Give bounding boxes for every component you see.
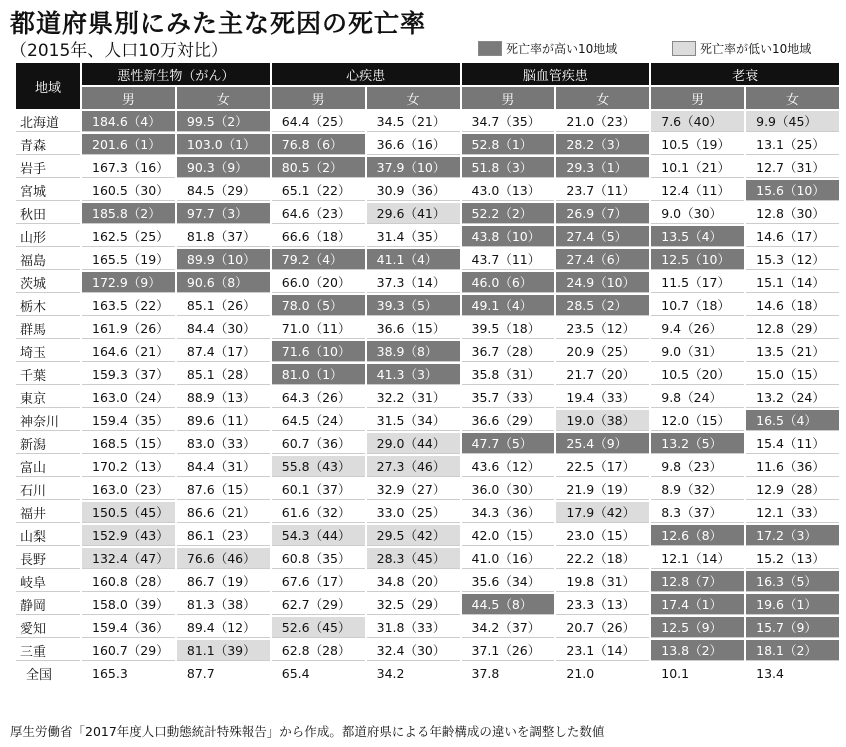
rate-cell: 27.3（46） <box>367 456 460 477</box>
table-row <box>16 571 839 592</box>
rate-cell: 52.6（45） <box>272 617 365 638</box>
rate-cell: 90.3（9） <box>177 157 270 178</box>
region-name: 愛知 <box>16 617 80 638</box>
rate-cell: 159.4（35） <box>82 410 175 431</box>
rate-cell: 36.6（16） <box>367 134 460 155</box>
rate-cell: 10.7（18） <box>651 295 744 316</box>
rate-cell: 165.5（19） <box>82 249 175 270</box>
rate-cell: 163.0（23） <box>82 479 175 500</box>
table-row <box>16 341 839 362</box>
rate-cell: 12.6（8） <box>651 525 744 546</box>
rate-cell: 18.1（2） <box>746 640 839 661</box>
rate-cell: 23.7（11） <box>556 180 649 201</box>
total-cell: 21.0 <box>566 665 595 681</box>
rate-cell: 9.4（26） <box>651 318 744 339</box>
rate-cell: 12.8（29） <box>746 318 839 339</box>
rate-cell: 22.2（18） <box>556 548 649 569</box>
rate-cell: 19.0（38） <box>556 410 649 431</box>
rate-cell: 19.6（1） <box>746 594 839 615</box>
rate-cell: 13.2（24） <box>746 387 839 408</box>
rate-cell: 32.5（29） <box>367 594 460 615</box>
table-row <box>16 410 839 431</box>
rate-cell: 84.4（31） <box>177 456 270 477</box>
rate-cell: 13.2（5） <box>651 433 744 454</box>
rate-cell: 12.8（30） <box>746 203 839 224</box>
region-name: 群馬 <box>16 318 80 339</box>
rate-cell: 19.4（33） <box>556 387 649 408</box>
rate-cell: 23.0（15） <box>556 525 649 546</box>
rate-cell: 86.7（19） <box>177 571 270 592</box>
rate-cell: 60.1（37） <box>272 479 365 500</box>
rate-cell: 9.0（30） <box>651 203 744 224</box>
rate-cell: 44.5（8） <box>462 594 555 615</box>
table-row <box>16 387 839 408</box>
total-row <box>16 663 839 683</box>
region-name: 福島 <box>16 249 80 270</box>
legend-low-label: 死亡率が低い10地域 <box>700 42 812 56</box>
rate-cell: 66.6（18） <box>272 226 365 247</box>
sex-header-female: 女 <box>556 87 649 109</box>
rate-cell: 167.3（16） <box>82 157 175 178</box>
rate-cell: 168.5（15） <box>82 433 175 454</box>
rate-cell: 66.0（20） <box>272 272 365 293</box>
rate-cell: 60.8（35） <box>272 548 365 569</box>
rate-cell: 51.8（3） <box>462 157 555 178</box>
rate-cell: 11.5（17） <box>651 272 744 293</box>
rate-cell: 76.6（46） <box>177 548 270 569</box>
table-row <box>16 157 839 178</box>
rate-cell: 79.2（4） <box>272 249 365 270</box>
rate-cell: 62.7（29） <box>272 594 365 615</box>
rate-cell: 36.7（28） <box>462 341 555 362</box>
region-name: 青森 <box>16 134 80 155</box>
rate-cell: 37.3（14） <box>367 272 460 293</box>
rate-cell: 81.1（39） <box>177 640 270 661</box>
rate-cell: 19.8（31） <box>556 571 649 592</box>
rate-cell: 32.2（31） <box>367 387 460 408</box>
rate-cell: 87.6（15） <box>177 479 270 500</box>
total-cell: 34.2 <box>376 665 405 681</box>
rate-cell: 22.5（17） <box>556 456 649 477</box>
table-row <box>16 318 839 339</box>
rate-cell: 12.0（15） <box>651 410 744 431</box>
rate-cell: 158.0（39） <box>82 594 175 615</box>
rate-cell: 29.5（42） <box>367 525 460 546</box>
rate-cell: 29.3（1） <box>556 157 649 178</box>
rate-cell: 28.3（45） <box>367 548 460 569</box>
rate-cell: 42.0（15） <box>462 525 555 546</box>
rate-cell: 12.9（28） <box>746 479 839 500</box>
rate-cell: 37.1（26） <box>462 640 555 661</box>
rate-cell: 31.8（33） <box>367 617 460 638</box>
rate-cell: 15.2（13） <box>746 548 839 569</box>
sex-header-male: 男 <box>82 87 175 109</box>
table-row <box>16 548 839 569</box>
total-label: 全国 <box>26 667 53 683</box>
region-name: 富山 <box>16 456 80 477</box>
rate-cell: 71.0（11） <box>272 318 365 339</box>
rate-cell: 15.1（14） <box>746 272 839 293</box>
table-row <box>16 479 839 500</box>
region-name: 北海道 <box>16 111 80 132</box>
table-row <box>16 134 839 155</box>
rate-cell: 160.8（28） <box>82 571 175 592</box>
rate-cell: 152.9（43） <box>82 525 175 546</box>
rate-cell: 65.1（22） <box>272 180 365 201</box>
rate-cell: 84.4（30） <box>177 318 270 339</box>
rate-cell: 34.3（36） <box>462 502 555 523</box>
rate-cell: 16.3（5） <box>746 571 839 592</box>
rate-cell: 34.5（21） <box>367 111 460 132</box>
rate-cell: 27.4（5） <box>556 226 649 247</box>
rate-cell: 89.6（11） <box>177 410 270 431</box>
rate-cell: 99.5（2） <box>177 111 270 132</box>
rate-cell: 89.9（10） <box>177 249 270 270</box>
rate-cell: 17.9（42） <box>556 502 649 523</box>
total-cell: 65.4 <box>281 665 310 681</box>
rate-cell: 16.5（4） <box>746 410 839 431</box>
rate-cell: 31.5（34） <box>367 410 460 431</box>
rate-cell: 23.5（12） <box>556 318 649 339</box>
rate-cell: 25.4（9） <box>556 433 649 454</box>
rate-cell: 9.8（23） <box>651 456 744 477</box>
rate-cell: 85.1（26） <box>177 295 270 316</box>
table-row <box>16 226 839 247</box>
rate-cell: 9.8（24） <box>651 387 744 408</box>
rate-cell: 9.0（31） <box>651 341 744 362</box>
rate-cell: 80.5（2） <box>272 157 365 178</box>
rate-cell: 185.8（2） <box>82 203 175 224</box>
rate-cell: 15.0（15） <box>746 364 839 385</box>
rate-cell: 35.7（33） <box>462 387 555 408</box>
region-name: 新潟 <box>16 433 80 454</box>
rate-cell: 184.6（4） <box>82 111 175 132</box>
region-name: 宮城 <box>16 180 80 201</box>
rate-cell: 20.7（26） <box>556 617 649 638</box>
table-row <box>16 111 839 132</box>
sex-header-female: 女 <box>746 87 839 109</box>
rate-cell: 36.6（29） <box>462 410 555 431</box>
legend-low-swatch <box>672 41 696 56</box>
rate-cell: 12.8（7） <box>651 571 744 592</box>
rate-cell: 81.0（1） <box>272 364 365 385</box>
rate-cell: 64.6（23） <box>272 203 365 224</box>
rate-cell: 64.4（25） <box>272 111 365 132</box>
region-name: 埼玉 <box>16 341 80 362</box>
rate-cell: 161.9（26） <box>82 318 175 339</box>
rate-cell: 35.8（31） <box>462 364 555 385</box>
rate-cell: 31.4（35） <box>367 226 460 247</box>
rate-cell: 52.8（1） <box>462 134 555 155</box>
table-row <box>16 249 839 270</box>
rate-cell: 14.6（17） <box>746 226 839 247</box>
region-name: 東京 <box>16 387 80 408</box>
rate-cell: 12.7（31） <box>746 157 839 178</box>
rate-cell: 8.9（32） <box>651 479 744 500</box>
rate-cell: 81.8（37） <box>177 226 270 247</box>
region-name: 神奈川 <box>16 410 80 431</box>
group-header-cancer: 悪性新生物（がん） <box>82 63 270 85</box>
legend-high <box>478 40 617 57</box>
rate-cell: 17.2（3） <box>746 525 839 546</box>
sex-header-female: 女 <box>367 87 460 109</box>
rate-cell: 85.1（28） <box>177 364 270 385</box>
rate-cell: 15.6（10） <box>746 180 839 201</box>
group-header-senility: 老衰 <box>651 63 839 85</box>
rate-cell: 150.5（45） <box>82 502 175 523</box>
rate-cell: 12.5（9） <box>651 617 744 638</box>
total-cell: 13.4 <box>756 665 784 681</box>
region-name: 長野 <box>16 548 80 569</box>
rate-cell: 71.6（10） <box>272 341 365 362</box>
rate-cell: 87.4（17） <box>177 341 270 362</box>
rate-cell: 34.2（37） <box>462 617 555 638</box>
rate-cell: 55.8（43） <box>272 456 365 477</box>
table-row <box>16 364 839 385</box>
rate-cell: 7.6（40） <box>651 111 744 132</box>
region-header: 地域 <box>16 63 80 109</box>
rate-cell: 52.2（2） <box>462 203 555 224</box>
group-header-cerebrovascular: 脳血管疾患 <box>462 63 650 85</box>
rate-cell: 86.1（23） <box>177 525 270 546</box>
sex-header-male: 男 <box>651 87 744 109</box>
rate-cell: 12.4（11） <box>651 180 744 201</box>
rate-cell: 13.8（2） <box>651 640 744 661</box>
rate-cell: 24.9（10） <box>556 272 649 293</box>
rate-cell: 159.3（37） <box>82 364 175 385</box>
mortality-table <box>14 61 841 685</box>
table-row <box>16 456 839 477</box>
rate-cell: 15.4（11） <box>746 433 839 454</box>
table-row <box>16 640 839 661</box>
rate-cell: 61.6（32） <box>272 502 365 523</box>
rate-cell: 159.4（36） <box>82 617 175 638</box>
rate-cell: 34.8（20） <box>367 571 460 592</box>
rate-cell: 86.6（21） <box>177 502 270 523</box>
rate-cell: 172.9（9） <box>82 272 175 293</box>
rate-cell: 41.0（16） <box>462 548 555 569</box>
rate-cell: 15.7（9） <box>746 617 839 638</box>
rate-cell: 39.5（18） <box>462 318 555 339</box>
rate-cell: 39.3（5） <box>367 295 460 316</box>
rate-cell: 103.0（1） <box>177 134 270 155</box>
rate-cell: 28.5（2） <box>556 295 649 316</box>
rate-cell: 62.8（28） <box>272 640 365 661</box>
rate-cell: 17.4（1） <box>651 594 744 615</box>
group-header-heart: 心疾患 <box>272 63 460 85</box>
rate-cell: 160.5（30） <box>82 180 175 201</box>
total-cell: 10.1 <box>661 665 690 681</box>
legend-low <box>672 40 811 57</box>
table-row <box>16 525 839 546</box>
rate-cell: 29.0（44） <box>367 433 460 454</box>
region-name: 石川 <box>16 479 80 500</box>
rate-cell: 41.1（4） <box>367 249 460 270</box>
rate-cell: 14.6（18） <box>746 295 839 316</box>
rate-cell: 64.5（24） <box>272 410 365 431</box>
rate-cell: 35.6（34） <box>462 571 555 592</box>
rate-cell: 9.9（45） <box>746 111 839 132</box>
rate-cell: 28.2（3） <box>556 134 649 155</box>
rate-cell: 49.1（4） <box>462 295 555 316</box>
rate-cell: 32.9（27） <box>367 479 460 500</box>
rate-cell: 12.5（10） <box>651 249 744 270</box>
rate-cell: 21.0（23） <box>556 111 649 132</box>
region-name: 福井 <box>16 502 80 523</box>
region-name: 岐阜 <box>16 571 80 592</box>
rate-cell: 164.6（21） <box>82 341 175 362</box>
region-name: 岩手 <box>16 157 80 178</box>
sex-header-male: 男 <box>272 87 365 109</box>
rate-cell: 41.3（3） <box>367 364 460 385</box>
page-subtitle: （2015年、人口10万対比） <box>10 41 228 61</box>
rate-cell: 21.9（19） <box>556 479 649 500</box>
region-name: 静岡 <box>16 594 80 615</box>
page-title: 都道府県別にみた主な死因の死亡率 <box>10 9 427 38</box>
rate-cell: 132.4（47） <box>82 548 175 569</box>
rate-cell: 26.9（7） <box>556 203 649 224</box>
rate-cell: 38.9（8） <box>367 341 460 362</box>
rate-cell: 34.7（35） <box>462 111 555 132</box>
rate-cell: 23.3（13） <box>556 594 649 615</box>
sex-header-female: 女 <box>177 87 270 109</box>
rate-cell: 88.9（13） <box>177 387 270 408</box>
total-cell: 87.7 <box>186 665 215 681</box>
rate-cell: 163.0（24） <box>82 387 175 408</box>
rate-cell: 163.5（22） <box>82 295 175 316</box>
legend-high-swatch <box>478 41 502 56</box>
rate-cell: 10.1（21） <box>651 157 744 178</box>
table-row <box>16 594 839 615</box>
rate-cell: 64.3（26） <box>272 387 365 408</box>
sex-header-male: 男 <box>462 87 555 109</box>
rate-cell: 54.3（44） <box>272 525 365 546</box>
legend-high-label: 死亡率が高い10地域 <box>506 42 618 56</box>
table-row <box>16 272 839 293</box>
rate-cell: 23.1（14） <box>556 640 649 661</box>
rate-cell: 13.1（25） <box>746 134 839 155</box>
region-name: 茨城 <box>16 272 80 293</box>
rate-cell: 43.7（11） <box>462 249 555 270</box>
region-name: 山形 <box>16 226 80 247</box>
rate-cell: 47.7（5） <box>462 433 555 454</box>
region-name: 三重 <box>16 640 80 661</box>
rate-cell: 43.0（13） <box>462 180 555 201</box>
rate-cell: 36.0（30） <box>462 479 555 500</box>
rate-cell: 36.6（15） <box>367 318 460 339</box>
rate-cell: 46.0（6） <box>462 272 555 293</box>
table-row <box>16 203 839 224</box>
rate-cell: 20.9（25） <box>556 341 649 362</box>
rate-cell: 37.9（10） <box>367 157 460 178</box>
table-row <box>16 180 839 201</box>
rate-cell: 160.7（29） <box>82 640 175 661</box>
rate-cell: 13.5（21） <box>746 341 839 362</box>
rate-cell: 97.7（3） <box>177 203 270 224</box>
table-row <box>16 502 839 523</box>
table-row <box>16 617 839 638</box>
rate-cell: 90.6（8） <box>177 272 270 293</box>
table-row <box>16 295 839 316</box>
rate-cell: 78.0（5） <box>272 295 365 316</box>
rate-cell: 30.9（36） <box>367 180 460 201</box>
rate-cell: 29.6（41） <box>367 203 460 224</box>
rate-cell: 8.3（37） <box>651 502 744 523</box>
source-note: 厚生労働省「2017年度人口動態統計特殊報告」から作成。都道府県による年齢構成の違いを調整した数値 <box>10 724 605 739</box>
rate-cell: 10.5（19） <box>651 134 744 155</box>
total-cell: 37.8 <box>471 665 500 681</box>
rate-cell: 201.6（1） <box>82 134 175 155</box>
rate-cell: 67.6（17） <box>272 571 365 592</box>
rate-cell: 13.5（4） <box>651 226 744 247</box>
rate-cell: 43.8（10） <box>462 226 555 247</box>
rate-cell: 32.4（30） <box>367 640 460 661</box>
rate-cell: 10.5（20） <box>651 364 744 385</box>
rate-cell: 27.4（6） <box>556 249 649 270</box>
rate-cell: 162.5（25） <box>82 226 175 247</box>
rate-cell: 83.0（33） <box>177 433 270 454</box>
rate-cell: 15.3（12） <box>746 249 839 270</box>
rate-cell: 21.7（20） <box>556 364 649 385</box>
rate-cell: 43.6（12） <box>462 456 555 477</box>
rate-cell: 170.2（13） <box>82 456 175 477</box>
region-name: 山梨 <box>16 525 80 546</box>
region-name: 千葉 <box>16 364 80 385</box>
rate-cell: 60.7（36） <box>272 433 365 454</box>
region-name: 栃木 <box>16 295 80 316</box>
rate-cell: 11.6（36） <box>746 456 839 477</box>
region-name: 秋田 <box>16 203 80 224</box>
rate-cell: 84.5（29） <box>177 180 270 201</box>
rate-cell: 76.8（6） <box>272 134 365 155</box>
rate-cell: 12.1（33） <box>746 502 839 523</box>
table-row <box>16 433 839 454</box>
rate-cell: 33.0（25） <box>367 502 460 523</box>
rate-cell: 12.1（14） <box>651 548 744 569</box>
rate-cell: 89.4（12） <box>177 617 270 638</box>
total-cell: 165.3 <box>92 665 128 681</box>
rate-cell: 81.3（38） <box>177 594 270 615</box>
